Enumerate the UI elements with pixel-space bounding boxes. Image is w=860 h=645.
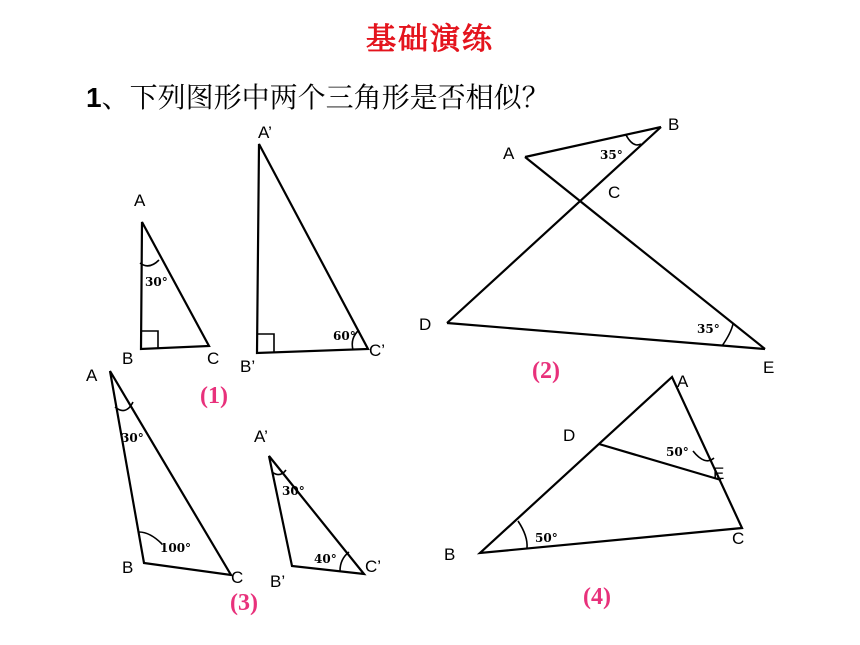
vertex-b-label: B’: [240, 357, 256, 376]
angle-arc-b: [139, 532, 162, 544]
vertex-b-label: B: [444, 545, 456, 564]
figure2-diagram: [419, 115, 774, 377]
angle-b-label: 35°: [600, 148, 623, 162]
vertex-c-label: C: [207, 349, 220, 368]
slide-title: 基础演练: [366, 22, 494, 57]
figure2-caption: (2): [532, 358, 560, 384]
angle-c-label: 60°: [333, 329, 356, 343]
triangle-abc: [480, 377, 745, 553]
segment-ab: [525, 127, 661, 157]
angle-arc-a: [140, 260, 159, 266]
vertex-c-label: C: [608, 183, 621, 202]
figure4-caption: (4): [583, 584, 611, 610]
segment-de: [599, 444, 721, 480]
vertex-a-label: A: [86, 366, 98, 385]
vertex-a-label: A: [677, 372, 689, 391]
vertex-a-label: A: [134, 191, 146, 210]
vertex-a-label: A’: [254, 427, 268, 446]
angle-arc-e: [693, 451, 714, 461]
vertex-c-label: C’: [369, 341, 386, 360]
angle-e-label: 35°: [697, 322, 720, 336]
vertex-a-label: A: [503, 144, 515, 163]
figure3-right-triangle: [254, 427, 381, 591]
segment-bd: [447, 127, 661, 323]
figure3-caption: (3): [230, 590, 258, 616]
figure4-diagram: [444, 372, 744, 564]
vertex-e-label: E: [763, 358, 775, 377]
angle-arc-b: [626, 135, 641, 145]
vertex-c-label: C: [231, 568, 244, 587]
vertex-e-label: E: [713, 464, 725, 483]
segment-ae: [525, 157, 765, 349]
angle-c-label: 40°: [314, 552, 337, 566]
figure1-caption: (1): [200, 383, 228, 409]
vertex-d-label: D: [419, 315, 432, 334]
angle-b-label: 50°: [535, 531, 558, 545]
angle-a-label: 30°: [145, 275, 168, 289]
vertex-b-label: B’: [270, 572, 286, 591]
right-angle-mark: [257, 334, 274, 352]
right-angle-mark: [142, 331, 158, 348]
figure1-right-triangle: [240, 123, 385, 376]
question-number: 1: [86, 82, 102, 113]
figure1-left-triangle: [122, 191, 219, 368]
angle-b-label: 100°: [160, 541, 192, 555]
question-body: 下列图形中两个三角形是否相似？: [129, 81, 550, 114]
question-separator: 、: [101, 81, 130, 114]
vertex-b-label: B: [668, 115, 680, 134]
angle-arc-e: [722, 324, 733, 346]
vertex-c-label: C’: [365, 557, 382, 576]
vertex-b-label: B: [122, 349, 134, 368]
angle-arc-b: [518, 521, 527, 548]
angle-a-label: 30°: [121, 431, 144, 445]
triangle-a1b1c1: [257, 144, 368, 353]
vertex-a-label: A’: [258, 123, 272, 142]
angle-a-label: 30°: [282, 484, 305, 498]
angle-e-label: 50°: [666, 445, 689, 459]
vertex-c-label: C: [732, 529, 745, 548]
vertex-b-label: B: [122, 558, 134, 577]
vertex-d-label: D: [563, 426, 576, 445]
